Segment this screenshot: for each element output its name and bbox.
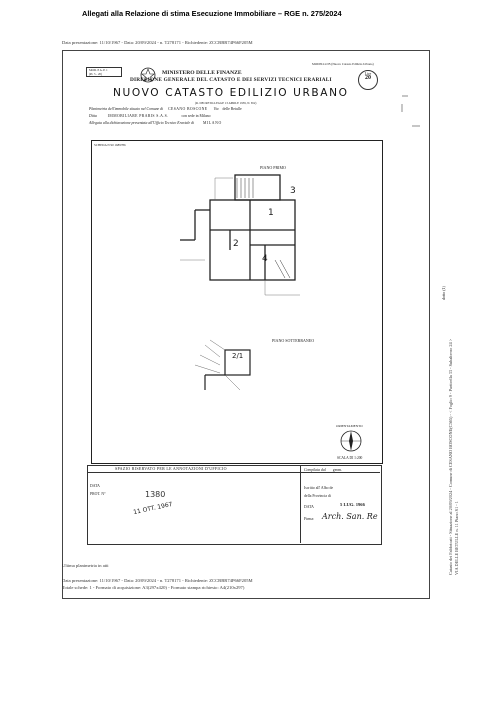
scheda-number: SCHEDA N 90 1689786 xyxy=(94,143,126,147)
received-stamp: 11 OTT. 1967 xyxy=(132,500,174,517)
direzione-label: DIREZIONE GENERALE DEL CATASTO E DEI SERVIZI TECNICI ERARIALI xyxy=(130,77,332,83)
room-number-1: 1 xyxy=(268,208,274,218)
ministero-label: MINISTERO DELLE FINANZE xyxy=(162,70,242,76)
table-vertical-divider xyxy=(300,465,301,543)
planimetria-line: Planimetria dell'immobile situato nel Comune di CESANO BOSCONE Via delle Betulle xyxy=(89,107,242,111)
piano-primo-label: PIANO PRIMO xyxy=(260,165,286,170)
presentation-meta-bottom: Data presentazione: 11/10/1967 - Data: 20/09/2024 - n. T278171 - Richiedente: ZCCBBR74P66F205M xyxy=(62,578,253,583)
decreto-label: (R. DECRETO-LEGGE 13 APRILE 1939, N. 652) xyxy=(195,101,257,105)
cellar-label: 2/1 xyxy=(232,352,244,360)
ultima-planimetria: Ultima planimetria in atti xyxy=(62,563,109,568)
compass-icon xyxy=(338,428,364,454)
side-catasto-text: Catasto dei Fabbricati - Situazione al 20/09/2024 - Comune di CESANO BOSCONE(C565) - < Foglio 9 - Particella 33 - Subalterno 24 > VIA DELLE BETULLE n. 11 Piano S1 - 1 xyxy=(448,338,459,575)
iscritto-label: Iscritto all' Albo de xyxy=(304,486,334,490)
basement-plan xyxy=(190,335,260,395)
ditta-line: Ditta IMMOBILIARE PRARIS S.A.S. con sede in Milano xyxy=(89,114,211,118)
acquisition-meta: Totale schede: 1 - Formato di acquisizione: A3(297x420) - Formato stampa richiesto: A4(210x297) xyxy=(62,585,245,590)
data-label: DATA xyxy=(90,484,100,488)
form-code-box: MOD. 8 A. P. 1 (Pr. 5 - 20) xyxy=(86,67,122,77)
room-number-2: 2 xyxy=(233,239,239,249)
catasto-title: NUOVO CATASTO EDILIZIO URBANO xyxy=(113,87,349,99)
signature: Arch. San. Re xyxy=(322,512,378,521)
allegata-line: Allegata alla dichiarazione presentata all'Ufficio Tecnico Erariale di MILANO xyxy=(89,121,222,125)
compilata-label: Compilata dal geom. xyxy=(304,468,343,472)
corner-marks xyxy=(400,90,422,130)
scale-label: SCALA DI 1:200 xyxy=(337,456,363,460)
presentation-meta-top: Data presentazione: 11/10/1967 - Data: 20/09/2024 - n. T278171 - Richiedente: ZCCBBR74P66F205M xyxy=(62,40,253,45)
data2-label: DATA xyxy=(304,505,314,509)
side-small-label: dotto (1) xyxy=(441,286,446,300)
provincia-label: della Provincia di xyxy=(304,494,331,498)
spazio-riservato-label: SPAZIO RISERVATO PER LE ANNOTAZIONI D'UFFICIO xyxy=(115,466,227,471)
prot-label: PROT. N° xyxy=(90,492,106,496)
firma-label: Firma: xyxy=(304,517,315,521)
annotation-table xyxy=(87,465,382,545)
prot-number: 1380 xyxy=(145,490,166,499)
lire-stamp: Lire 20 xyxy=(358,70,378,90)
modello-label: MODELLO B (Nuovo Catasto Edilizio Urbano) xyxy=(312,62,374,66)
data2-stamp: 5 LUG. 1966 xyxy=(340,502,365,507)
table-divider xyxy=(87,472,380,473)
room-number-3: 3 xyxy=(290,186,296,196)
orientamento-label: ORIENTAMENTO xyxy=(336,424,363,428)
report-header-title: Allegati alla Relazione di stima Esecuzione Immobiliare – RGE n. 275/2024 xyxy=(82,9,342,18)
room-number-4: 4 xyxy=(262,254,268,264)
piano-sotterraneo-label: PIANO SOTTERRANEO xyxy=(272,338,315,343)
